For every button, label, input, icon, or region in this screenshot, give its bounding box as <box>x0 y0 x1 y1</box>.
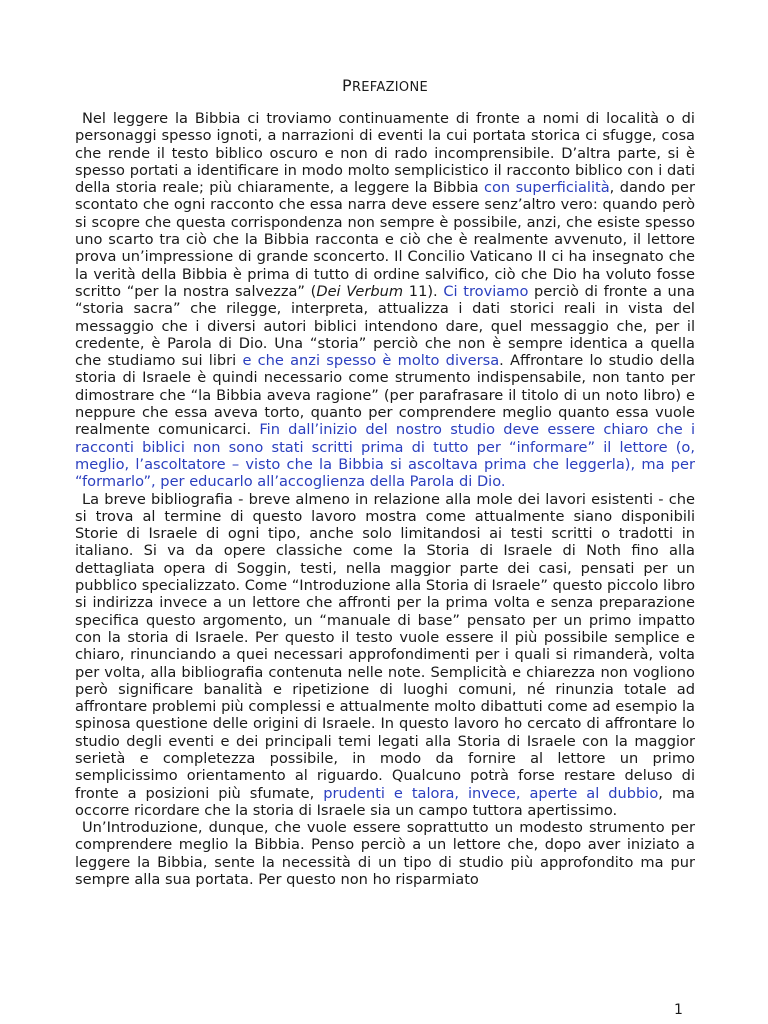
text-segment: , dando per scontato che ogni racconto che essa narra deve essere senz’altro vero: quando però si scopre che questa corrispondenza non sempre è possibile, anzi, che esiste spesso uno scarto tra ciò che la Bibbia racconta e ciò che è realmente avvenuto, il lettore prova un’impressione di grande sconcerto. Il Concilio Vaticano II ci ha insegnato che la verità della Bibbia è prima di tutto di ordine salvifico, ciò che Dio ha voluto fosse scritto “per la nostra salvezza” ( <box>75 179 695 300</box>
text-segment: . Affrontare lo studio della storia di Israele è quindi necessario come strumento indispensabile, non tanto per dimostrare che “la Bibbia aveva ragione” (per parafrasare il titolo di un noto libro) e neppure che essa aveva torto, quanto per comprendere meglio quanto essa vuole realmente comunicarci. <box>75 352 695 439</box>
page-title <box>75 76 695 95</box>
text-segment: Nel leggere la Bibbia ci troviamo continuamente di fronte a nomi di località o di personaggi spesso ignoti, a narrazioni di eventi la cui portata storica ci sfugge, cosa che rende il testo biblico oscuro e non di rado incomprensibile. D’altra parte, si è spesso portati a identificare in modo molto semplicistico il racconto biblico con i dati della storia reale; più chiaramente, a leggere la Bibbia <box>75 110 695 197</box>
page-number: 1 <box>674 1002 683 1018</box>
highlighted-text: prudenti e talora, invece, aperte al dubbio <box>323 784 659 802</box>
paragraph <box>75 491 695 820</box>
highlighted-text: e che anzi spesso è molto diversa <box>242 352 500 370</box>
highlighted-text: con superficialità <box>483 179 610 197</box>
title-initial: P <box>342 76 352 95</box>
highlighted-text: Fin dall’inizio del nostro studio deve essere chiaro che i racconti biblici non sono stati scritti prima di tutto per “informare” il lettore (o, meglio, l’ascoltatore – visto che la Bibbia si ascoltava prima che leggerla), ma per “formarlo”, per educarlo all’accoglienza della Parola di Dio. <box>75 421 695 491</box>
title-rest: REFAZIONE <box>351 80 428 95</box>
paragraph <box>75 819 695 888</box>
text-segment: 11). <box>403 282 444 300</box>
text-segment: perciò di fronte a una “storia sacra” che rilegge, interpreta, attualizza i dati storici reali in vista del messaggio che i diversi autori biblici intendono dare, quel messaggio che, per il credente, è Parola di Dio. Una “storia” perciò che non è sempre identica a quella che studiamo sui libri <box>75 282 696 370</box>
text-segment: La breve bibliografia - breve almeno in relazione alla mole dei lavori esistenti - che si trova al termine di questo lavoro mostra come attualmente siano disponibili Storie di Israele di ogni tipo, anche solo limitandosi ai testi scritti o tradotti in italiano. Si va da opere classiche come la Storia di Israele di Noth fino alla dettagliata opera di Soggin, testi, nella maggior parte dei casi, pensati per un pubblico specializzato. Come “Introduzione alla Storia di Israele” questo piccolo libro si indirizza invece a un lettore che affronti per la prima volta e senza preparazione specifica questo argomento, un “manuale di base” pensato per un primo impatto con la storia di Israele. Per questo il testo vuole essere il più possibile semplice e chiaro, rinunciando a quei necessari approfondimenti per i quali si rimanderà, volta per volta, alla bibliografia contenuta nelle note. Semplicità e chiarezza non vogliono però significare banalità e ripetizione di luoghi comuni, né rinunzia totale ad affrontare problemi più complessi e attualmente molto dibattuti come ad esempio la spinosa questione delle origini di Israele. In questo lavoro ho cercato di affrontare lo studio degli eventi e dei principali temi legati alla Storia di Israele con la maggior serietà e completezza possibile, in modo da fornire al lettore un primo semplicissimo orientamento al riguardo. Qualcuno potrà forse restare deluso di fronte a posizioni più sfumate, <box>75 490 695 802</box>
text-segment: Un’Introduzione, dunque, che vuole essere soprattutto un modesto strumento per comprendere meglio la Bibbia. Penso perciò a un lettore che, dopo aver iniziato a leggere la Bibbia, sente la necessità di un tipo di studio più approfondito ma pur sempre alla sua portata. Per questo non ho risparmiato <box>75 819 695 889</box>
paragraph <box>75 110 695 491</box>
text-segment: , ma occorre ricordare che la storia di Israele sia un campo tuttora apertissimo. <box>75 784 695 819</box>
body-text <box>75 110 695 888</box>
highlighted-text: Ci troviamo <box>443 282 529 300</box>
italic-citation: Dei Verbum <box>316 282 404 300</box>
